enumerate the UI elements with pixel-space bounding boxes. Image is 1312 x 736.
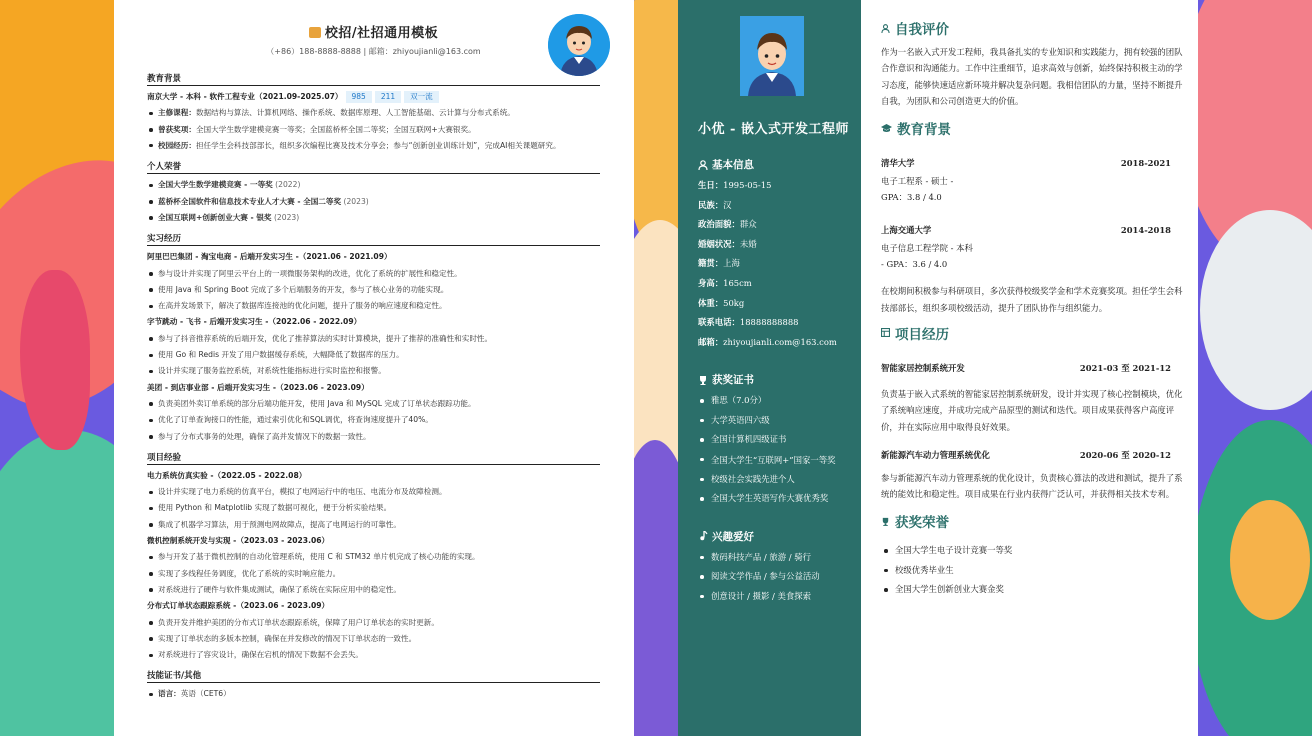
briefcase-icon [309,27,321,38]
honors-list [881,541,1183,600]
edu-row: 上海交通大学 2014-2018 [881,224,1171,235]
project-desc: 参与新能源汽车动力管理系统的优化设计，负责核心算法的改进和测试，提升了系统的能效比和稳定性。项目成果在行业内获得广泛认可，并获得相关技术专利。 [881,472,1183,500]
tag-double-first: 双一流 [404,91,439,103]
edu-gpa: GPA：3.8 / 4.0 [881,192,942,203]
edu-gpa: - GPA：3.6 / 4.0 [881,259,948,270]
list-item: 主修课程：数据结构与算法、计算机网络、操作系统、数据库原理、人工智能基础、云计算与分布式系统。 [147,105,600,121]
basic-info [698,176,861,352]
profile-photo [740,16,804,96]
section-projects [147,451,600,664]
main-content [881,18,1183,600]
list-item: 雅思（7.0分） [698,391,861,411]
tag-985: 985 [346,91,372,103]
list-item: 校级优秀毕业生 [881,561,1183,581]
list-item: 负责美团外卖订单系统的部分后端功能开发，使用 Java 和 MySQL 完成了订单状态跟踪功能。 [147,396,600,412]
list-item: 校级社会实践先进个人 [698,470,861,490]
list-item: 曾获奖项：全国大学生数学建模竞赛一等奖；全国蓝桥杯全国二等奖；全国互联网+大赛银奖。 [147,122,600,138]
section-title: 教育背景 [147,72,600,86]
list-item: 语言：英语（CET6） [147,686,600,702]
project-heading: 分布式订单状态跟踪系统 -（2023.06 - 2023.09） [147,601,330,611]
project-row: 智能家居控制系统开发 2021-03 至 2021-12 [881,362,1171,373]
section-title: 实习经历 [147,232,600,246]
self-eval-heading: 自我评价 [881,18,1183,38]
edu-detail: 电子工程系 - 硕士 - [881,176,954,187]
list-item: 实现了订单状态的多版本控制，确保在并发修改的情况下订单状态的一致性。 [147,631,600,647]
job-heading: 美团 - 到店事业部 - 后端开发实习生 -（2023.06 - 2023.09） [147,382,369,392]
list-item: 全国大学生创新创业大赛金奖 [881,580,1183,600]
trophy-icon [698,375,708,385]
person-icon [881,24,890,33]
info-marital: 婚姻状况：未婚 [698,238,757,249]
tag-211: 211 [375,91,401,103]
info-weight: 体重：50kg [698,297,745,308]
list-item: 使用 Python 和 Matplotlib 实现了数据可视化，便于分析实验结果。 [147,500,600,516]
person-icon [698,160,708,170]
trophy-icon [881,517,890,526]
list-item: 全国互联网+创新创业大赛 - 银奖 (2023) [147,210,600,226]
list-item: 参与了分布式事务的处理，确保了高并发情况下的数据一致性。 [147,429,600,445]
list-item: 全国大学生英语写作大赛优秀奖 [698,489,861,509]
list-item: 使用 Go 和 Redis 开发了用户数据缓存系统，大幅降低了数据库的压力。 [147,347,600,363]
list-item: 数码科技产品 / 旅游 / 骑行 [698,548,861,568]
list-item: 参与了抖音推荐系统的后端开发，优化了推荐算法的实时计算模块，提升了推荐的准确性和实时性。 [147,331,600,347]
certs-heading: 获奖证书 [698,372,861,387]
contact-line: （+86）188-8888-8888 | 邮箱：zhiyoujianli@163.com [266,47,481,56]
info-email: 邮箱：zhiyoujianli.com@163.com [698,336,837,347]
list-item: 全国大学生电子设计竞赛一等奖 [881,541,1183,561]
list-item: 优化了订单查询接口的性能，通过索引优化和SQL调优，将查询速度提升了40%。 [147,412,600,428]
info-birthday: 生日：1995-05-15 [698,180,772,190]
job-heading: 字节跳动 - 飞书 - 后端开发实习生 -（2022.06 - 2022.09） [147,317,362,327]
section-title: 技能证书/其他 [147,669,600,683]
section-internship [147,232,600,445]
sidebar [678,0,861,736]
resume-right [678,0,1198,736]
education-school: 南京大学 - 本科 - 软件工程专业（2021.09-2025.07） 985 211 双一流 [147,89,600,105]
project-desc: 负责基于嵌入式系统的智能家居控制系统研发，设计并实现了核心控制模块，优化了系统响应速度，并成功完成产品原型的测试和迭代。项目成果获得客户高度评价，并在实际应用中取得良好效果。 [881,388,1183,432]
list-item: 参与开发了基于微机控制的自动化管理系统，使用 C 和 STM32 单片机完成了核心功能的实现。 [147,549,600,565]
list-item: 阅读文学作品 / 参与公益活动 [698,567,861,587]
graduation-cap-icon [881,124,892,133]
honors-heading: 获奖荣誉 [881,511,1183,531]
list-item: 集成了机器学习算法，用于预测电网故障点，提高了电网运行的可靠性。 [147,517,600,533]
list-item: 大学英语四六级 [698,411,861,431]
list-item: 参与设计并实现了阿里云平台上的一项微服务架构的改进，优化了系统的扩展性和稳定性。 [147,266,600,282]
list-item: 负责开发并维护美团的分布式订单状态跟踪系统，保障了用户订单状态的实时更新。 [147,615,600,631]
projects-heading: 项目经历 [881,323,1183,343]
list-item: 校园经历：担任学生会科技部部长，组织多次编程比赛及技术分享会；参与“创新创业训练计划”，完成AI相关课题研究。 [147,138,600,155]
list-item: 全国大学生“互联网+”国家一等奖 [698,450,861,470]
section-honors [147,160,600,226]
list-item: 对系统进行了硬件与软件集成测试，确保了系统在实际应用中的稳定性。 [147,582,600,598]
list-item: 设计并实现了电力系统的仿真平台，模拟了电网运行中的电压、电流分布及故障检测。 [147,484,600,500]
avatar [548,14,610,76]
info-political: 政治面貌：群众 [698,219,757,230]
section-education [147,72,600,154]
photo-illustration [740,16,804,96]
candidate-name: 小优 - 嵌入式开发工程师 [698,122,849,137]
hobbies-list [698,548,861,607]
certs-list [698,391,861,509]
grid-icon [881,328,890,337]
list-item: 蓝桥杯全国软件和信息技术专业人才大赛 - 全国二等奖 (2023) [147,194,600,210]
project-row: 新能源汽车动力管理系统优化 2020-06 至 2020-12 [881,449,1171,460]
list-item: 全国大学生数学建模竞赛 - 一等奖 (2022) [147,177,600,193]
section-title: 个人荣誉 [147,160,600,174]
self-eval-text: 作为一名嵌入式开发工程师，我具备扎实的专业知识和实践能力，拥有较强的团队合作意识和沟通能力。工作中注重细节，追求高效与创新，始终保持积极主动的学习态度，能够快速适应新环境并解决复杂问题。我相信团队的力量，坚持不断提升自我，为团队和公司创造更大的价值。 [881,47,1183,106]
job-heading: 阿里巴巴集团 - 淘宝电商 - 后端开发实习生 -（2021.06 - 2021.09） [147,252,392,262]
resume-title: 校招/社招通用模板 [147,22,600,41]
list-item: 对系统进行了容灾设计，确保在宕机的情况下数据不会丢失。 [147,647,600,663]
list-item: 设计并实现了服务监控系统，对系统性能指标进行实时监控和报警。 [147,363,600,379]
edu-note: 在校期间积极参与科研项目，多次获得校级奖学金和学术竞赛奖项。担任学生会科技部部长，组织多项校级活动，提升了团队协作与组织能力。 [881,286,1183,313]
hobbies-heading: 兴趣爱好 [698,529,861,544]
project-heading: 微机控制系统开发与实现 -（2023.03 - 2023.06） [147,536,330,546]
list-item: 使用 Java 和 Spring Boot 完成了多个后端服务的开发，参与了核心业务的功能实现。 [147,282,600,298]
basic-info-heading: 基本信息 [698,157,861,172]
edu-detail: 电子信息工程学院 - 本科 [881,242,973,253]
section-skills [147,669,600,702]
section-title: 项目经验 [147,451,600,465]
info-ethnicity: 民族：汉 [698,199,732,210]
info-hometown: 籍贯：上海 [698,258,740,269]
list-item: 在高并发场景下，解决了数据库连接池的优化问题，提升了服务的响应速度和稳定性。 [147,298,600,314]
info-height: 身高：165cm [698,277,752,288]
info-phone: 联系电话：18888888888 [698,317,799,328]
list-item: 实现了多线程任务调度，优化了系统的实时响应能力。 [147,566,600,582]
project-heading: 电力系统仿真实验 -（2022.05 - 2022.08） [147,470,307,480]
resume-header [147,22,600,66]
education-heading: 教育背景 [881,118,1183,138]
avatar-illustration [548,14,610,76]
edu-row: 清华大学 2018-2021 [881,158,1171,169]
music-note-icon [698,531,708,541]
resume-left [114,0,634,736]
list-item: 全国计算机四级证书 [698,430,861,450]
list-item: 创意设计 / 摄影 / 美食探索 [698,587,861,607]
